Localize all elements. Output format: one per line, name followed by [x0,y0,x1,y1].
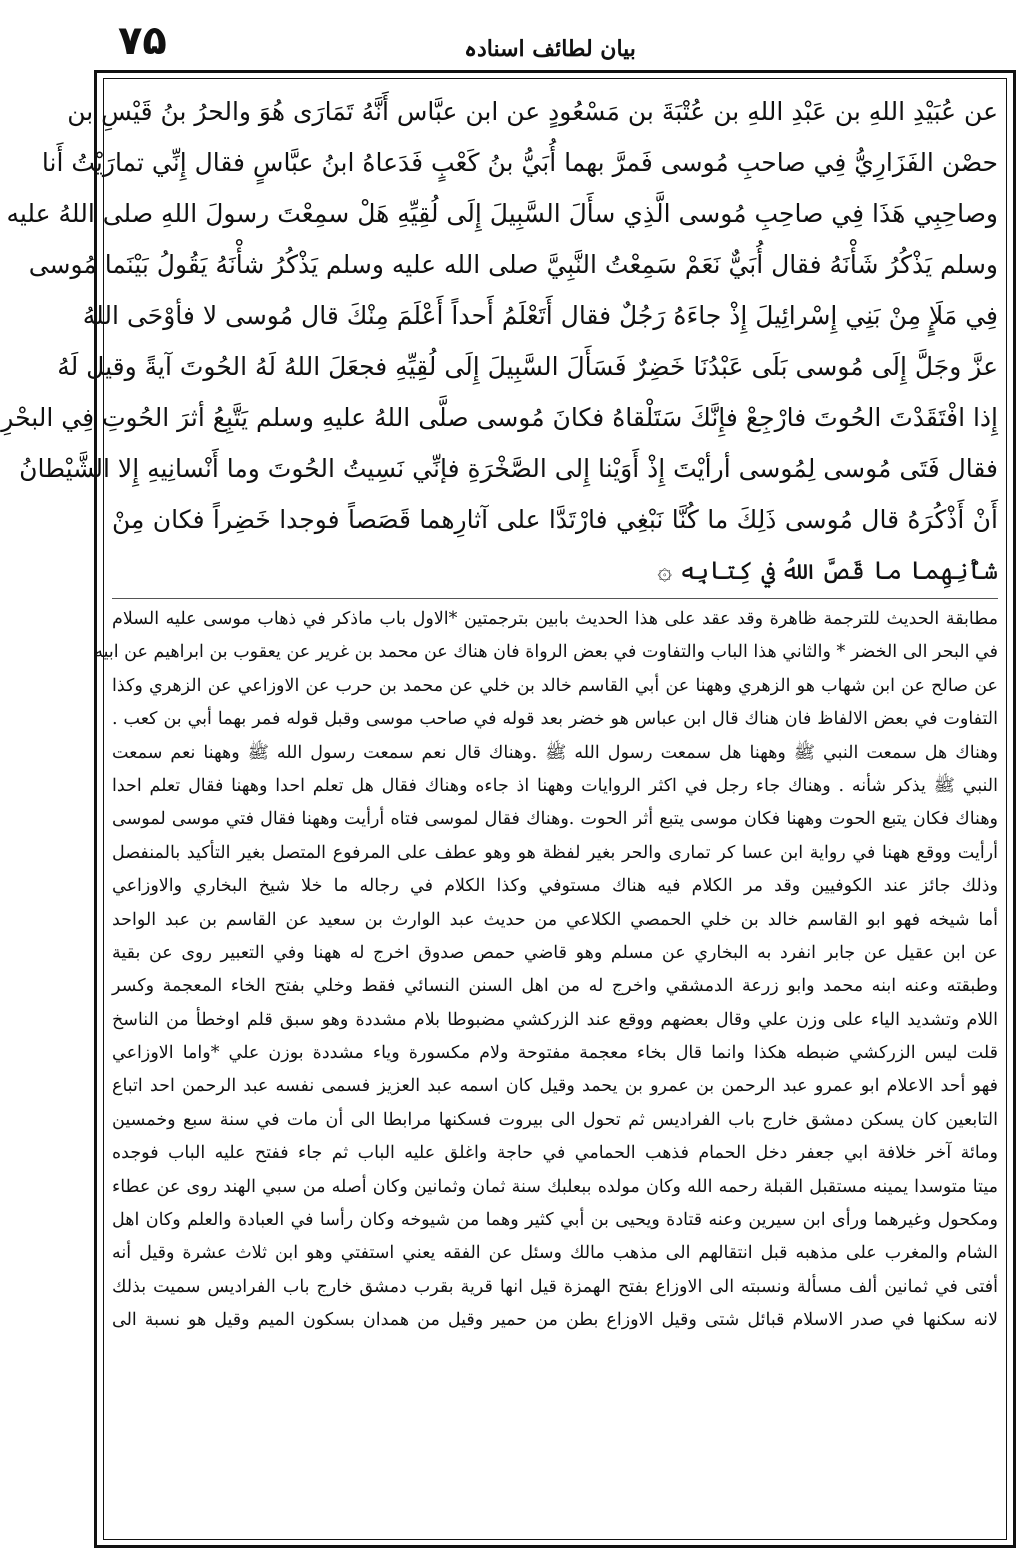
commentary-line: وذلك جائز عند الكوفيين وقد مر الكلام فيه هناك مستوفي وكذا الكلام في رجاله ما خلا شيخ البخاري والاوزاعي [112,876,998,897]
hadith-text [1,86,998,596]
commentary-line: قلت ليس الزركشي ضبطه هكذا وانما قال بخاء معجمة مفتوحة ولام مكسورة وياء مشددة بوزن علي *واما الاوزاعي [112,1043,998,1064]
hadith-line: عزَّ وجَلَّ إِلَى مُوسى بَلَى عَبْدُنَا خَضِرٌ فَسَأَلَ السَّبِيلَ إِلَى لُقِيِّهِ فجعَلَ اللهُ لَهُ الحُوتَ آيةً وقيل لَهُ [57,352,998,381]
commentary-line: لانه سكنها في صدر الاسلام قبائل شتى وقيل الاوزاع بطن من حمير وقيل من همدان بسكون الميم وقيل هو نسبة الى [112,1310,998,1331]
commentary-line: وهناك فكان يتبع الحوت وههنا فكان موسى يتبع أثر الحوت .وهناك فقال لموسى فتاه أرأيت وههنا فقال فتي موسى لموسى [112,809,998,830]
commentary-line: عن ابن عقيل عن جابر انفرد به البخاري عن مسلم وهو قاضي حمص صدوق اخرج له ههنا وفي التعبير روى عن بقية [112,942,998,963]
hadith-line: أَنْ أَذْكُرَهُ قال مُوسى ذَلِكَ ما كُنَّا نَبْغِي فارْتَدَّا على آثارِهما قَصَصاً فوجدا خَضِراً فكان مِنْ [112,505,998,534]
page-header [0,0,1033,62]
commentary-line: عن صالح عن ابن شهاب هو الزهري وههنا عن أبي القاسم خالد بن خلي عن محمد بن حرب عن الاوزاعي عن الزهري وكذا [112,675,998,696]
commentary-line: وطبقته وعنه ابنه محمد وابو زرعة الدمشقي واخرج له من اهل السنن النسائي فقط وخلي بفتح الخاء المعجمة وكسر [112,976,998,997]
commentary-line: الشام والمغرب على مذهبه قبل انتقالهم الى مذهب مالك وسئل عن الفقه يعني استفتي وهو ابن ثلاث عشرة وقيل أنه [112,1243,998,1264]
hadith-line: فِي مَلَإٍ مِنْ بَنِي إِسْرائِيلَ إِذْ جاءَهُ رَجُلٌ فقال أَتَعْلَمُ أَحداً أَعْلَمَ مِنْكَ قال مُوسى لا فأوْحَى اللهُ [82,301,998,330]
commentary-line: التابعين كان يسكن دمشق خارج باب الفراديس ثم تحول الى بيروت فسكنها مرابطا الى أن مات في سنة سبع وخمسين [112,1109,998,1130]
hadith-line: حصْن الفَزَارِيُّ فِي صاحبِ مُوسى فَمرَّ بهما أُبَيُّ بنُ كَعْبٍ فَدَعاهُ ابنُ عبَّاسٍ فقال إِنِّي تمارَيْتُ أَنا [41,148,998,177]
hadith-line: فقال فَتَى مُوسى لِمُوسى أرأيْتَ إِذْ أَوَيْنا إِلى الصَّخْرَةِ فإنِّي نَسِيتُ الحُوتَ وما أَنْسانِيهِ إِلا الشَّيْطانُ [19,454,998,483]
commentary-line: أرأيت ووقع ههنا في رواية ابن عسا كر تمارى والحر بغير لفظة هو وهو عطف على المرفوع المتصل بغير التأكيد بالمنفصل [112,842,998,863]
commentary-line: وهناك هل سمعت النبي ﷺ وههنا هل سمعت رسول الله ﷺ .وهناك قال نعم سمعت رسول الله ﷺ وههنا نعم سمعت [112,742,998,763]
commentary-line: أما شيخه فهو ابو القاسم خالد بن خلي الحمصي الكلاعي من حديث عبد الوارث بن سعيد عن القاسم بن عبد الواحد [112,909,998,930]
commentary-line: ميتا متوسدا يمينه مستقبل القبلة رحمه الله وكان مولده ببعلبك سنة ثمان وثمانين وكان أصله من سبي الهند روى عن عطاء [112,1176,998,1197]
hadith-line: إِذا افْتَقَدْتَ الحُوتَ فارْجِعْ فإِنَّكَ سَتَلْقاهُ فكانَ مُوسى صلَّى اللهُ عليهِ وسلم يَتَّبِعُ أثرَ الحُوتِ فِي البحْرِ [1,403,998,432]
page-body [1,86,998,1338]
page-number: ۷۵ [118,18,167,64]
hadith-line: وصاحِبِي هَذَا فِي صاحِبِ مُوسى الَّذِي سأَلَ السَّبِيلَ إِلَى لُقِيِّهِ هَلْ سمِعْتَ رسولَ اللهِ صلى اللهُ عليه [6,199,998,228]
commentary-line: اللام وتشديد الياء على وزن علي وقال بعضهم ووقع عند الزركشي مضبوطا بلام مشددة وهو سبق قلم اوخطأ من الناسخ [112,1009,998,1030]
commentary-line: ومكحول وغيرهما ورأى ابن سيرين وعنه قتادة ويحيى بن أبي كثير وهما من شيوخه وكان رأسا في العبادة والعلم وكان اهل [112,1210,998,1231]
hadith-line: عن عُبَيْدِ اللهِ بن عَبْدِ اللهِ بن عُتْبَةَ بن مَسْعُودٍ عن ابن عبَّاس أَنَّهُ تَمَارَى هُوَ والحرُ بنُ قَيْسِ بن [67,97,998,126]
commentary-line: فهو أحد الاعلام ابو عمرو عبد الرحمن بن عمرو بن يحمد وقيل كان اسمه عبد العزيز فسمى نفسه عبد الرحمن احد اتباع [112,1076,998,1097]
commentary-line: النبي ﷺ يذكر شأنه . وهناك جاء رجل في اكثر الروايات وههنا اذ جاءه وهناك فقال هل تعلم احدا وههنا فقال تعلم احدا [112,775,998,796]
commentary-line: في البحر الى الخضر * والثاني هذا الباب والتفاوت في بعض الرواة فان هناك عن محمد بن غرير عن يعقوب بن ابراهيم عن ابيه [94,642,998,663]
commentary-text [94,603,998,1338]
commentary-line: ومائة آخر خلافة ابي جعفر دخل الحمام فذهب الحمامي في حاجة واغلق عليه الباب ثم جاء ففتح عليه الباب فوجده [112,1143,998,1164]
hadith-line: وسلم يَذْكُرُ شَأْنَهُ فقال أُبَيٌّ نَعَمْ سَمِعْتُ النَّبِيَّ صلى الله عليه وسلم يَذْكُرُ شأْنَهُ يَقُولُ بَيْنَما مُوسى [28,250,998,279]
commentary-line: التفاوت في بعض الالفاظ فان هناك قال ابن عباس هو خضر بعد قوله في صاحب موسى وقبل قوله فمر بهما أبي بن كعب . [112,709,998,730]
running-title: بیان لطائف اسنادہ [464,36,636,62]
section-divider [112,598,998,599]
commentary-line: مطابقة الحديث للترجمة ظاهرة وقد عقد على هذا الحديث بابين بترجمتين *الاول باب ماذكر في ذهاب موسى عليه السلام [112,609,998,629]
commentary-line: أفتى في ثمانين ألف مسألة ونسبته الى الاوزاع بفتح الهمزة قيل انها قرية بقرب دمشق خارج باب الفراديس سميت بذلك [112,1276,998,1297]
hadith-line: شأْنِهِما ما قَصَّ اللهُ في كِتابِه ۞ [657,556,998,585]
